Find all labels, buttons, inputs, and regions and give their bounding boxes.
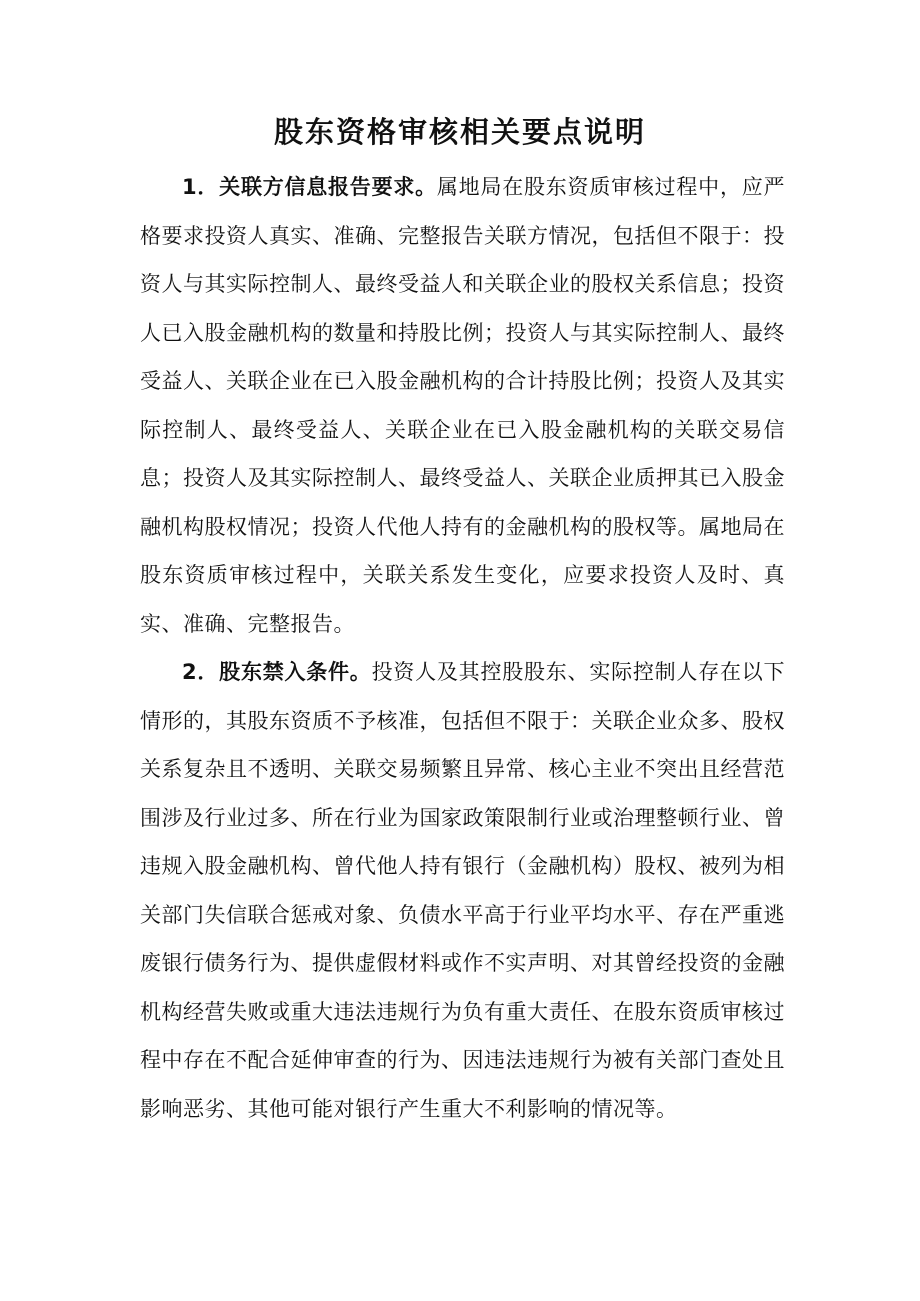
section-1-number: 1． (182, 175, 220, 199)
section-2-heading: 股东禁入条件。 (219, 660, 372, 684)
page-title: 股东资格审核相关要点说明 (273, 115, 646, 149)
section-1-heading: 关联方信息报告要求。 (219, 175, 437, 199)
section-1-paragraph (140, 163, 785, 648)
section-2-paragraph (140, 648, 785, 1133)
section-2-text: 投资人及其控股股东、实际控制人存在以下情形的，其股东资质不予核准，包括但不限于：关联企业众多、股权关系复杂且不透明、关联交易频繁且异常、核心主业不突出且经营范围涉及行业过多、所在行业为国家政策限制行业或治理整顿行业、曾违规入股金融机构、曾代他人持有银行（金融机构）股权、被列为相关部门失信联合惩戒对象、负债水平高于行业平均水平、存在严重逃废银行债务行为、提供虚假材料或作不实声明、对其曾经投资的金融机构经营失败或重大违法违规行为负有重大责任、在股东资质审核过程中存在不配合延伸审查的行为、因违法违规行为被有关部门查处且影响恶劣、其他可能对银行产生重大不利影响的情况等。 (140, 660, 786, 1121)
document-body (140, 163, 785, 1133)
section-1-text: 属地局在股东资质审核过程中，应严格要求投资人真实、准确、完整报告关联方情况，包括但不限于：投资人与其实际控制人、最终受益人和关联企业的股权关系信息；投资人已入股金融机构的数量和持股比例；投资人与其实际控制人、最终受益人、关联企业在已入股金融机构的合计持股比例；投资人及其实际控制人、最终受益人、关联企业在已入股金融机构的关联交易信息；投资人及其实际控制人、最终受益人、关联企业质押其已入股金融机构股权情况；投资人代他人持有的金融机构的股权等。属地局在股东资质审核过程中，关联关系发生变化，应要求投资人及时、真实、准确、完整报告。 (140, 175, 786, 636)
section-2-number: 2． (182, 660, 220, 684)
